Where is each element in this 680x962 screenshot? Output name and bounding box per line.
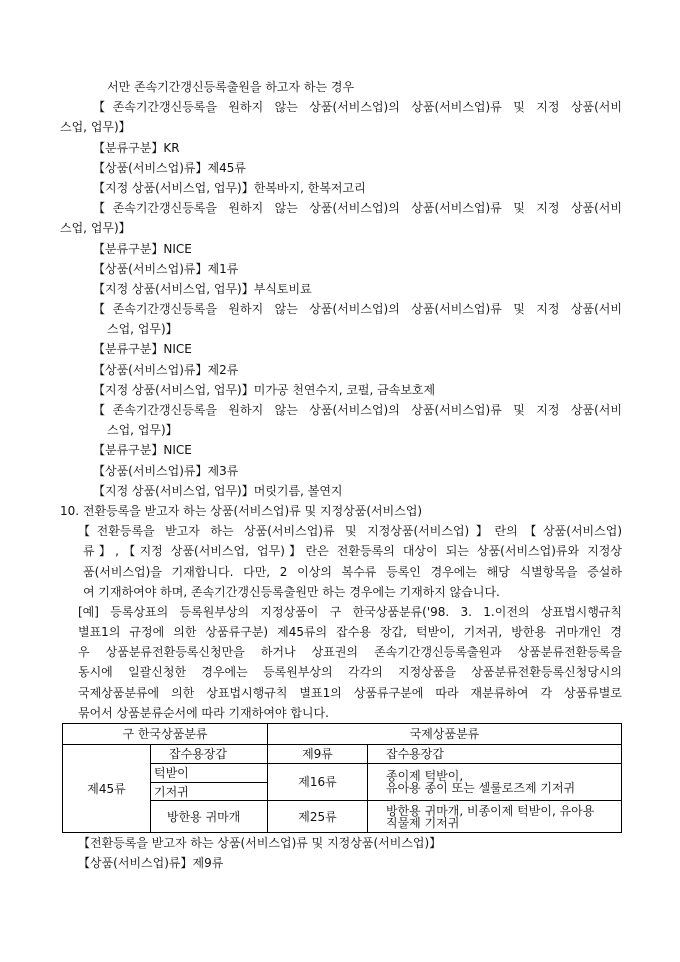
designated-goods-label: 【지정 상품(서비스업, 업무)】	[93, 281, 254, 296]
old-goods-cell: 방한용 귀마개	[151, 801, 268, 833]
classification-line	[93, 440, 622, 460]
group-header-line-continued: 스업, 업무)】	[107, 423, 178, 438]
document-body	[0, 77, 680, 873]
intl-goods-line: 종이제 턱받이,	[386, 769, 464, 783]
class-label: 【상품(서비스업)류】	[93, 160, 208, 175]
class-label: 【상품(서비스업)류】	[93, 463, 208, 478]
group-header-line-continued: 스업, 업무)】	[60, 120, 131, 135]
class-line	[93, 158, 622, 178]
intl-goods-cell	[368, 745, 622, 764]
header-international-classification: 국제상품분류	[268, 724, 622, 745]
example-line: 묶어서 상품분류순서에 따라 기재하여야 합니다.	[78, 705, 329, 720]
intl-goods-line: 직물제 기저귀	[386, 815, 460, 830]
designated-goods-line	[93, 279, 622, 299]
example-line: 별표1의 규정에 의한 상품류구분) 제45류의 잡수용 장갑, 턱받이, 기저귀, 방한용 귀마개인 경	[78, 625, 622, 640]
class-label: 【상품(서비스업)류】	[93, 261, 208, 276]
intl-class-cell: 제25류	[268, 801, 368, 833]
classification-label: 【분류구분】	[93, 140, 164, 155]
header-old-korean-classification: 구 한국상품분류	[63, 724, 268, 745]
example-line: 동시에 일괄신청한 경우에는 등록원부상의 각각의 지정상품을 상품분류전환등록신청당시의	[78, 665, 622, 680]
group-header-line: 【존속기간갱신등록을 원하지 않는 상품(서비스업)의 상품(서비스업)류 및 지정 상품(서비	[93, 201, 622, 216]
description-line: 【전환등록을 받고자 하는 상품(서비스업)류 및 지정상품(서비스업)】란의【상품(서비스업)	[78, 524, 622, 539]
old-class-cell: 제45류	[63, 745, 151, 833]
designated-goods-value: 미가공 천연수지, 코펄, 금속보호제	[253, 382, 436, 397]
intl-goods-line: 잡수용장갑	[386, 747, 444, 761]
intl-class-cell: 제16류	[268, 764, 368, 801]
designated-goods-value: 한복바지, 한복저고리	[253, 180, 366, 195]
designated-goods-label: 【지정 상품(서비스업, 업무)】	[93, 382, 254, 397]
classification-label: 【분류구분】	[93, 241, 164, 256]
classification-conversion-table	[62, 723, 622, 833]
classification-value: KR	[163, 140, 180, 155]
designated-goods-value: 머릿기름, 볼연지	[253, 483, 343, 498]
table-row	[63, 745, 622, 764]
classification-line	[93, 339, 622, 359]
class-value: 제2류	[207, 362, 239, 377]
example-line: 국제상품분류에 의한 상표법시행규칙 별표1의 상품류구분에 따라 재분류하여 각 상품류별로	[78, 685, 622, 700]
classification-line	[93, 138, 622, 158]
classification-value: NICE	[163, 443, 192, 458]
section-heading: 10. 전환등록을 받고자 하는 상품(서비스업)류 및 지정상품(서비스업)	[60, 503, 423, 518]
class-line	[93, 259, 622, 279]
description-line: 여 기재하여야 하며, 존속기간갱신등록출원만 하는 경우에는 기재하지 않습니다.	[83, 584, 500, 599]
example-line: 우 상품분류전환등록신청만을 하거나 상표권의 존속기간갱신등록출원과 상품분류전환등록을	[78, 645, 622, 660]
intl-class-cell: 제9류	[268, 745, 368, 764]
designated-goods-line	[93, 481, 622, 501]
group-header-line-continued: 스업, 업무)】	[107, 322, 178, 337]
intro-line: 서만 존속기간갱신등록출원을 하고자 하는 경우	[107, 80, 355, 94]
old-goods-cell: 턱받이	[151, 764, 268, 783]
classification-line	[93, 239, 622, 259]
classification-value: NICE	[163, 241, 192, 256]
group-header-line-continued: 스업, 업무)】	[60, 221, 131, 236]
class-value: 제3류	[207, 463, 239, 478]
class-line	[93, 461, 622, 481]
class-value: 제45류	[207, 160, 246, 175]
intl-goods-line: 방한용 귀마개, 비종이제 턱받이, 유아용	[386, 803, 595, 818]
description-line: 류】,【지정 상품(서비스업, 업무)】란은 전환등록의 대상이 되는 상품(서비스업)류와 지정상	[83, 544, 622, 559]
classification-table-wrapper	[62, 723, 622, 833]
footer-class-line	[78, 853, 622, 873]
designated-goods-label: 【지정 상품(서비스업, 업무)】	[93, 483, 254, 498]
table-header-row	[63, 724, 622, 745]
class-label: 【상품(서비스업)류】	[93, 362, 208, 377]
old-goods-cell: 기저귀	[151, 783, 268, 801]
intl-goods-line: 유아용 종이 또는 셀룰로즈제 기저귀	[386, 781, 576, 795]
designated-goods-label: 【지정 상품(서비스업, 업무)】	[93, 180, 254, 195]
class-line	[93, 360, 622, 380]
classification-value: NICE	[163, 342, 192, 357]
intl-goods-cell	[368, 764, 622, 801]
description-line: 품(서비스업)을 기재합니다. 다만, 2 이상의 복수류 등록인 경우에는 해당 식별항목을 증설하	[83, 564, 622, 579]
example-line: [예] 등록상표의 등록원부상의 지정상품이 구 한국상품분류('98. 3. 1.이전의 상표법시행규칙	[78, 604, 622, 619]
designated-goods-line	[93, 178, 622, 198]
footer-class-label: 【상품(서비스업)류】	[78, 856, 193, 871]
class-value: 제1류	[207, 261, 239, 276]
footer-heading-line: 【전환등록을 받고자 하는 상품(서비스업)류 및 지정상품(서비스업)】	[78, 836, 442, 850]
classification-label: 【분류구분】	[93, 443, 164, 458]
group-header-line: 【존속기간갱신등록을 원하지 않는 상품(서비스업)의 상품(서비스업)류 및 지정 상품(서비	[93, 403, 622, 417]
group-header-line: 【존속기간갱신등록을 원하지 않는 상품(서비스업)의 상품(서비스업)류 및 지정 상품(서비	[93, 100, 622, 115]
designated-goods-value: 부식토비료	[253, 281, 312, 296]
designated-goods-line	[93, 380, 622, 400]
classification-label: 【분류구분】	[93, 342, 164, 357]
group-header-line: 【존속기간갱신등록을 원하지 않는 상품(서비스업)의 상품(서비스업)류 및 지정 상품(서비	[93, 302, 622, 317]
footer-class-value: 제9류	[192, 856, 224, 871]
old-goods-cell: 잡수용장갑	[151, 745, 268, 764]
intl-goods-cell	[368, 801, 622, 833]
